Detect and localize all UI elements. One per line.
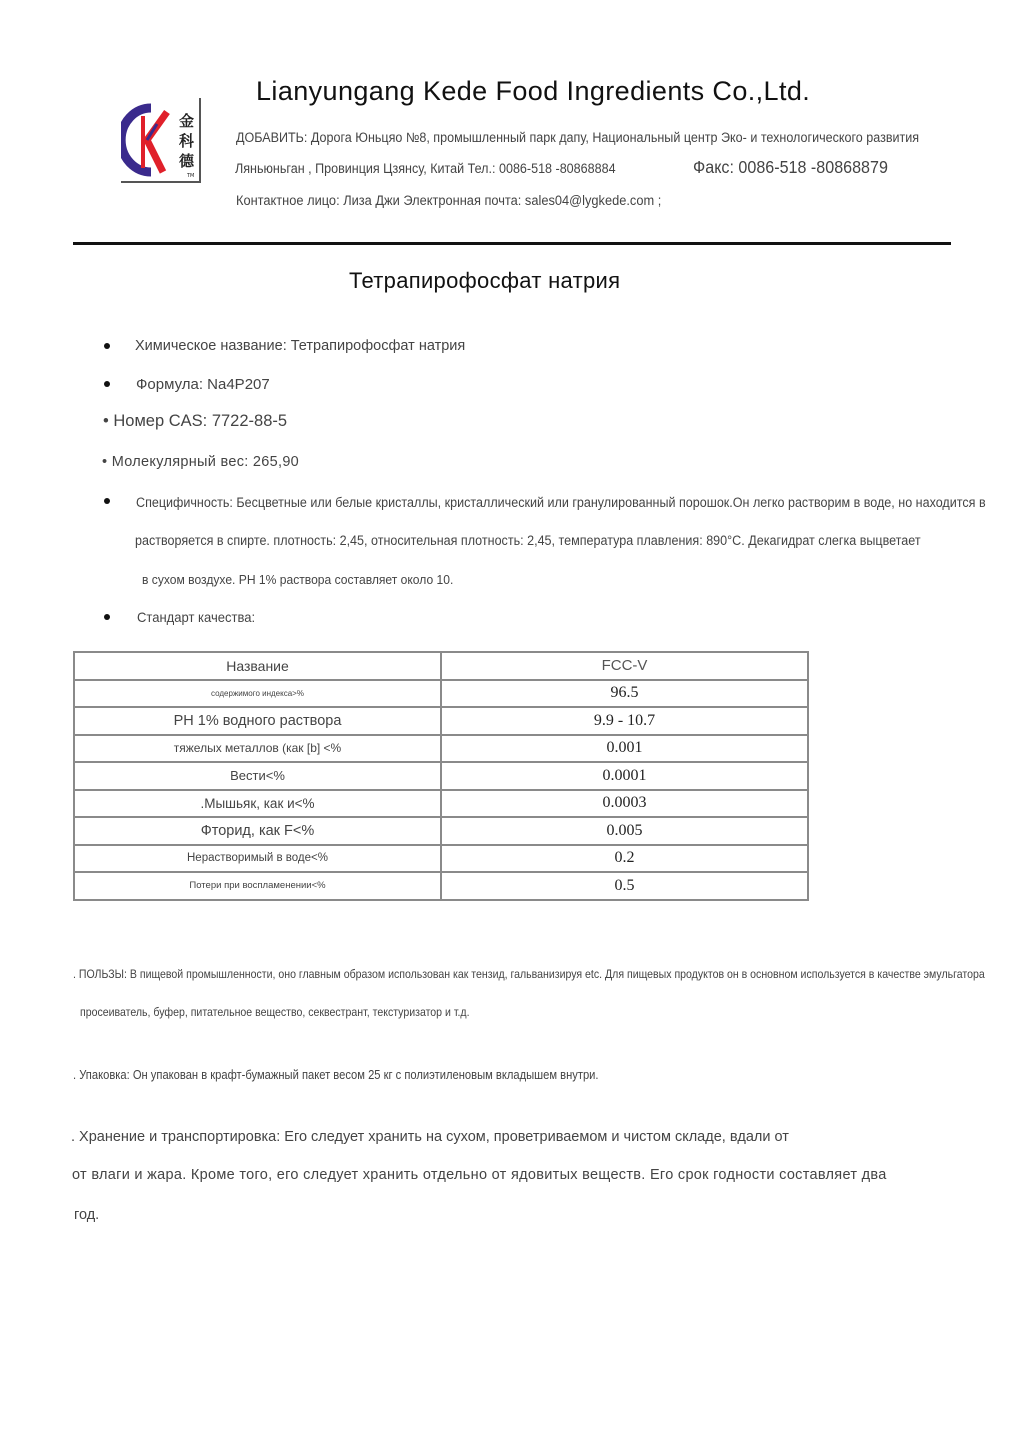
chemical-name: Химическое название: Тетрапирофосфат натрия (135, 338, 466, 354)
storage-line-1: . Хранение и транспортировка: Его следует хранить на сухом, проветриваемом и чистом складе, вдали от (71, 1129, 789, 1145)
row-name: Нерастворимый в воде<% (74, 845, 441, 873)
row-value: 0.001 (441, 735, 808, 763)
bullet-icon (104, 614, 110, 620)
row-value: 0.0001 (441, 762, 808, 790)
header-name: Название (74, 652, 441, 680)
bullet-icon (104, 498, 110, 504)
logo-char-1: 金 (179, 112, 195, 130)
address-line-1: ДОБАВИТЬ: Дорога Юньцяо №8, промышленный парк дапу, Национальный центр Эко- и технологического развития (236, 130, 920, 145)
cas-number: • Номер CAS: 7722-88-5 (103, 412, 288, 430)
row-name: тяжелых металлов (как [b] <% (74, 735, 441, 763)
row-value: 96.5 (441, 680, 808, 708)
specificity-line-1: Специфичность: Бесцветные или белые кристаллы, кристаллический или гранулированный порошок.Он легко растворим в воде, но находится в (136, 495, 986, 510)
row-name: Потери при воспламенении<% (74, 872, 441, 900)
quality-spec-table (73, 651, 809, 901)
storage-line-2: от влаги и жара. Кроме того, его следует хранить отдельно от ядовитых веществ. Его срок годности составляет два (72, 1167, 887, 1183)
bullet-icon (104, 343, 110, 349)
fax-number: Факс: 0086-518 -80868879 (693, 157, 888, 177)
table-row (74, 845, 808, 873)
header-divider (73, 242, 951, 245)
logo-char-3: 德 (179, 152, 195, 170)
storage-line-3: год. (74, 1207, 100, 1223)
logo-char-2: 科 (179, 132, 195, 150)
specificity-line-3: в сухом воздухе. PH 1% раствора составляет около 10. (142, 572, 454, 587)
contact-info: Контактное лицо: Лиза Джи Электронная почта: sales04@lygkede.com ; (236, 193, 662, 208)
specificity-line-2: растворяется в спирте. плотность: 2,45, относительная плотность: 2,45, температура плавления: 890°C. Декагидрат слегка выцветает (135, 533, 921, 548)
row-value: 0.005 (441, 817, 808, 845)
address-line-2: Ляньюньган , Провинция Цзянсу, Китай Тел.: 0086-518 -80868884 (235, 161, 616, 176)
table-row (74, 817, 808, 845)
table-row (74, 735, 808, 763)
uses-line-1: . ПОЛЬЗЫ: В пищевой промышленности, оно главным образом использован как тензид, гальванизируя etc. Для пищевых продуктов он в основном используется в качестве эмульгатора (73, 967, 985, 981)
company-logo (121, 98, 201, 183)
table-row (74, 707, 808, 735)
row-value: 0.2 (441, 845, 808, 873)
uses-line-2: просеиватель, буфер, питательное вещество, секвестрант, текстуризатор и т.д. (80, 1005, 470, 1019)
document-title: Тетрапирофосфат натрия (349, 268, 621, 293)
row-name: PH 1% водного раствора (74, 707, 441, 735)
header-standard: FCC-V (441, 652, 808, 680)
row-name: содержимого индекса>% (74, 680, 441, 708)
bullet-icon (104, 381, 110, 387)
row-value: 9.9 - 10.7 (441, 707, 808, 735)
row-name: Вести<% (74, 762, 441, 790)
table-row (74, 872, 808, 900)
row-name: .Мышьяк, как и<% (74, 790, 441, 818)
trademark-label: TM (187, 173, 195, 179)
quality-standard-label: Стандарт качества: (137, 609, 256, 625)
company-name: Lianyungang Kede Food Ingredients Co.,Ltd. (256, 76, 811, 106)
logo-icon (121, 98, 199, 181)
table-header-row (74, 652, 808, 680)
row-value: 0.0003 (441, 790, 808, 818)
table-row (74, 790, 808, 818)
table-row (74, 762, 808, 790)
row-name: Фторид, как F<% (74, 817, 441, 845)
formula: Формула: Na4P207 (136, 376, 270, 393)
table-row (74, 680, 808, 708)
packing-info: . Упаковка: Он упакован в крафт-бумажный пакет весом 25 кг с полиэтиленовым вкладышем внутри. (73, 1067, 599, 1082)
molecular-weight: • Молекулярный вес: 265,90 (102, 454, 300, 470)
row-value: 0.5 (441, 872, 808, 900)
